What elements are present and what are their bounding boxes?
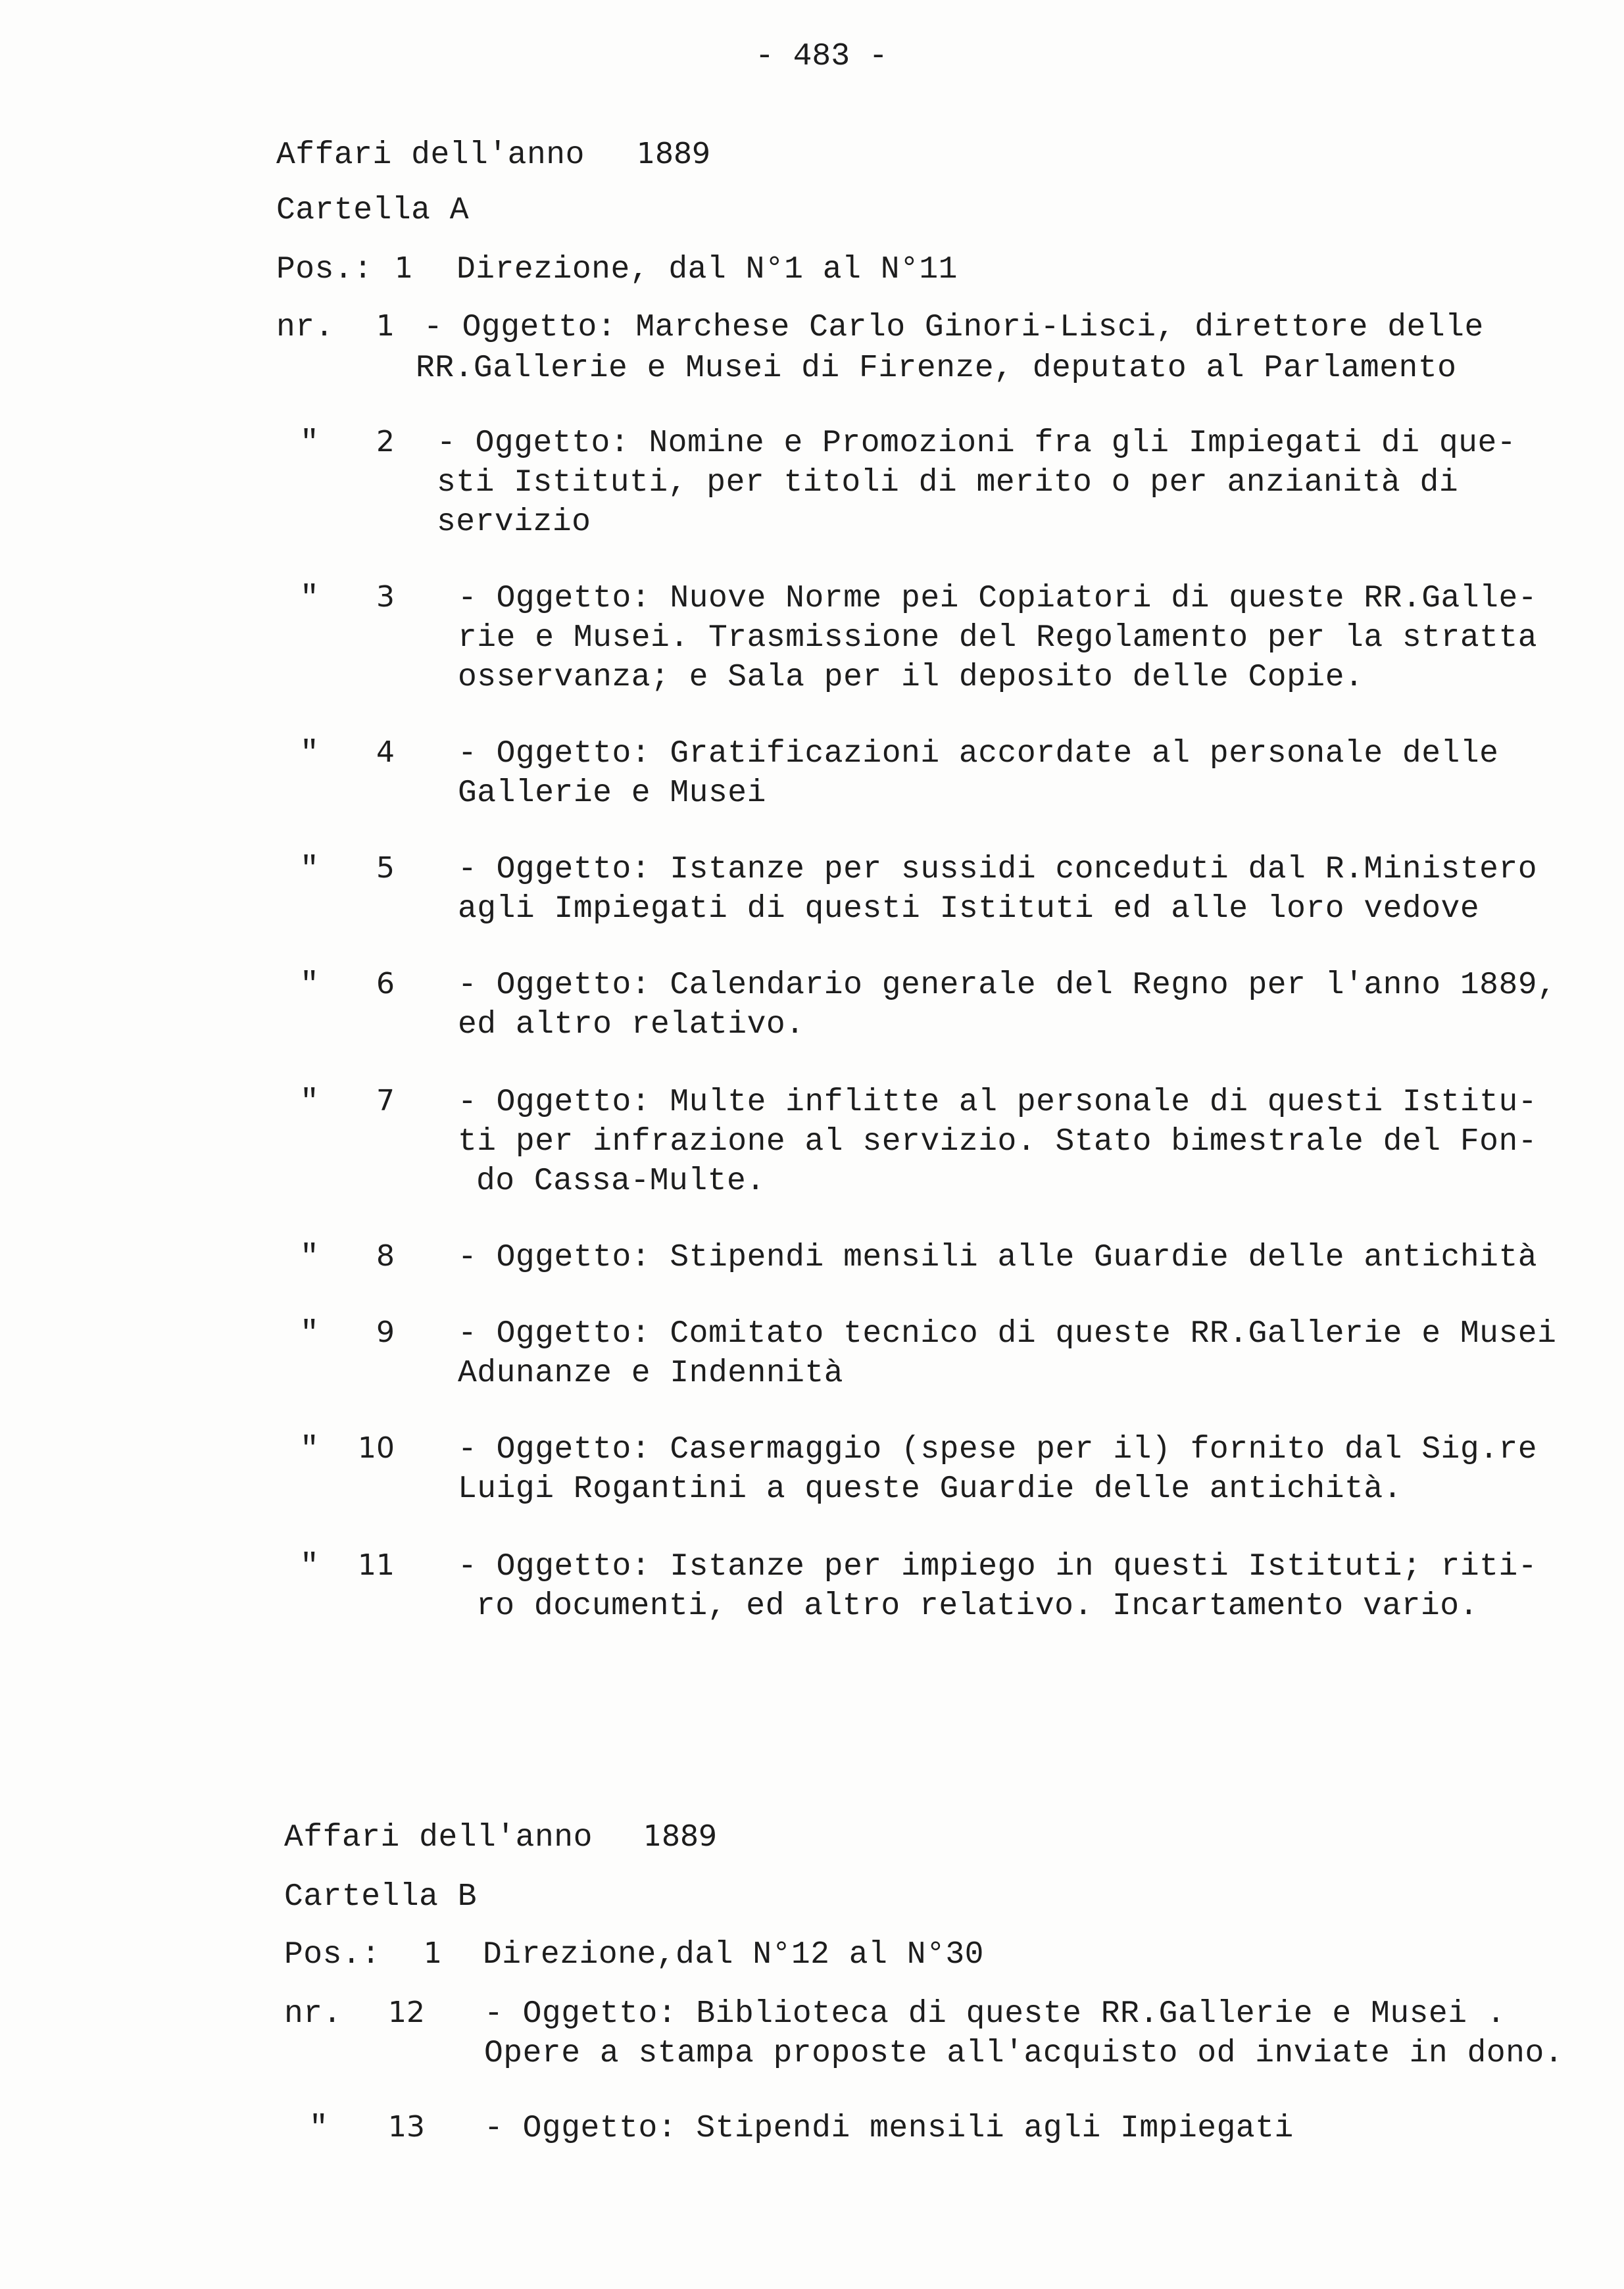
entry-line: - Oggetto: Nomine e Promozioni fra gli Impiegati di que- xyxy=(437,426,1517,461)
entry-line: agli Impiegati di questi Istituti ed alle loro vedove xyxy=(458,891,1480,927)
section-b-affari: Affari dell'anno xyxy=(284,1820,593,1856)
entry-number: 1 xyxy=(376,309,395,343)
entry-mark: " xyxy=(300,426,320,461)
section-b-pos-num: 1 xyxy=(424,1936,442,1970)
entry-mark: " xyxy=(300,736,320,772)
entry-number: 11 xyxy=(358,1548,395,1582)
entry-line: do Cassa-Multe. xyxy=(476,1164,766,1199)
entry-mark: " xyxy=(309,2111,329,2146)
section-b-pos-label: Pos.: xyxy=(284,1937,381,1973)
entry-number: 12 xyxy=(388,1996,425,2029)
entry-line: Adunanze e Indennità xyxy=(458,1356,844,1391)
entry-line: osservanza; e Sala per il deposito delle Copie. xyxy=(458,660,1364,695)
entry-number: 2 xyxy=(376,425,395,458)
entry-mark: " xyxy=(300,1240,320,1275)
section-a-year: 1889 xyxy=(637,137,710,170)
entry-line: Opere a stampa proposte all'acquisto od inviate in dono. xyxy=(484,2036,1564,2071)
entry-line: ro documenti, ed altro relativo. Incartamento vario. xyxy=(476,1588,1479,1624)
section-a-pos-label: Pos.: xyxy=(276,252,373,287)
entry-number: 4 xyxy=(376,735,395,769)
entry-line: - Oggetto: Stipendi mensili agli Impiegati xyxy=(484,2111,1294,2146)
entry-mark: " xyxy=(300,581,320,616)
entry-line: Luigi Rogantini a queste Guardie delle antichità. xyxy=(458,1471,1402,1507)
entry-number: 8 xyxy=(376,1239,395,1273)
entry-number: 7 xyxy=(376,1084,395,1118)
section-a-cartella: Cartella A xyxy=(276,193,470,228)
entry-line: - Oggetto: Casermaggio (spese per il) fornito dal Sig.re xyxy=(458,1432,1538,1467)
entry-number: 6 xyxy=(376,967,395,1000)
entry-line: rie e Musei. Trasmissione del Regolamento per la stratta xyxy=(458,620,1538,656)
page-number: - 483 - xyxy=(755,39,888,74)
entry-line: - Oggetto: Nuove Norme pei Copiatori di queste RR.Galle- xyxy=(458,581,1538,616)
entry-line: ti per infrazione al servizio. Stato bimestrale del Fon- xyxy=(458,1124,1538,1160)
entry-mark: " xyxy=(300,1549,320,1585)
section-b-pos-text: Direzione,dal N°12 al N°30 xyxy=(483,1937,984,1973)
entry-line: - Oggetto: Gratificazioni accordate al personale delle xyxy=(458,736,1499,772)
section-b-cartella: Cartella B xyxy=(284,1879,478,1915)
entry-number: 13 xyxy=(388,2110,425,2144)
entry-line: - Oggetto: Marchese Carlo Ginori-Lisci, direttore delle xyxy=(424,310,1484,345)
entry-number: 10 xyxy=(358,1431,395,1465)
entry-line: - Oggetto: Istanze per impiego in questi Istituti; riti- xyxy=(458,1549,1538,1585)
section-b-year: 1889 xyxy=(643,1819,717,1853)
entry-line: RR.Gallerie e Musei di Firenze, deputato al Parlamento xyxy=(416,351,1457,386)
section-a-affari: Affari dell'anno xyxy=(276,137,585,173)
entry-line: - Oggetto: Istanze per sussidi conceduti dal R.Ministero xyxy=(458,852,1538,887)
entry-mark: " xyxy=(300,852,320,887)
entry-number: 9 xyxy=(376,1316,395,1349)
entry-line: - Oggetto: Comitato tecnico di queste RR.Gallerie e Musei xyxy=(458,1316,1557,1352)
entry-line: Gallerie e Musei xyxy=(458,775,766,811)
entry-mark: " xyxy=(300,1432,320,1467)
entry-line: - Oggetto: Multe inflitte al personale di questi Istitu- xyxy=(458,1085,1538,1120)
entry-line: - Oggetto: Stipendi mensili alle Guardie delle antichità xyxy=(458,1240,1538,1275)
entry-line: - Oggetto: Biblioteca di queste RR.Gallerie e Musei . xyxy=(484,1996,1506,2032)
section-a-pos-text: Direzione, dal N°1 al N°11 xyxy=(456,252,958,287)
entry-mark: " xyxy=(300,1316,320,1352)
entry-line: ed altro relativo. xyxy=(458,1007,805,1043)
entry-number: 5 xyxy=(376,851,395,885)
entry-number: 3 xyxy=(376,580,395,614)
entry-line: sti Istituti, per titoli di merito o per anzianità di xyxy=(437,465,1459,501)
entry-mark: " xyxy=(300,968,320,1003)
entry-mark: " xyxy=(300,1085,320,1120)
entry-line: servizio xyxy=(437,505,591,540)
entry-mark: nr. xyxy=(276,310,334,345)
entry-mark: nr. xyxy=(284,1996,342,2032)
entry-line: - Oggetto: Calendario generale del Regno per l'anno 1889, xyxy=(458,968,1557,1003)
section-a-pos-num: 1 xyxy=(395,251,413,285)
